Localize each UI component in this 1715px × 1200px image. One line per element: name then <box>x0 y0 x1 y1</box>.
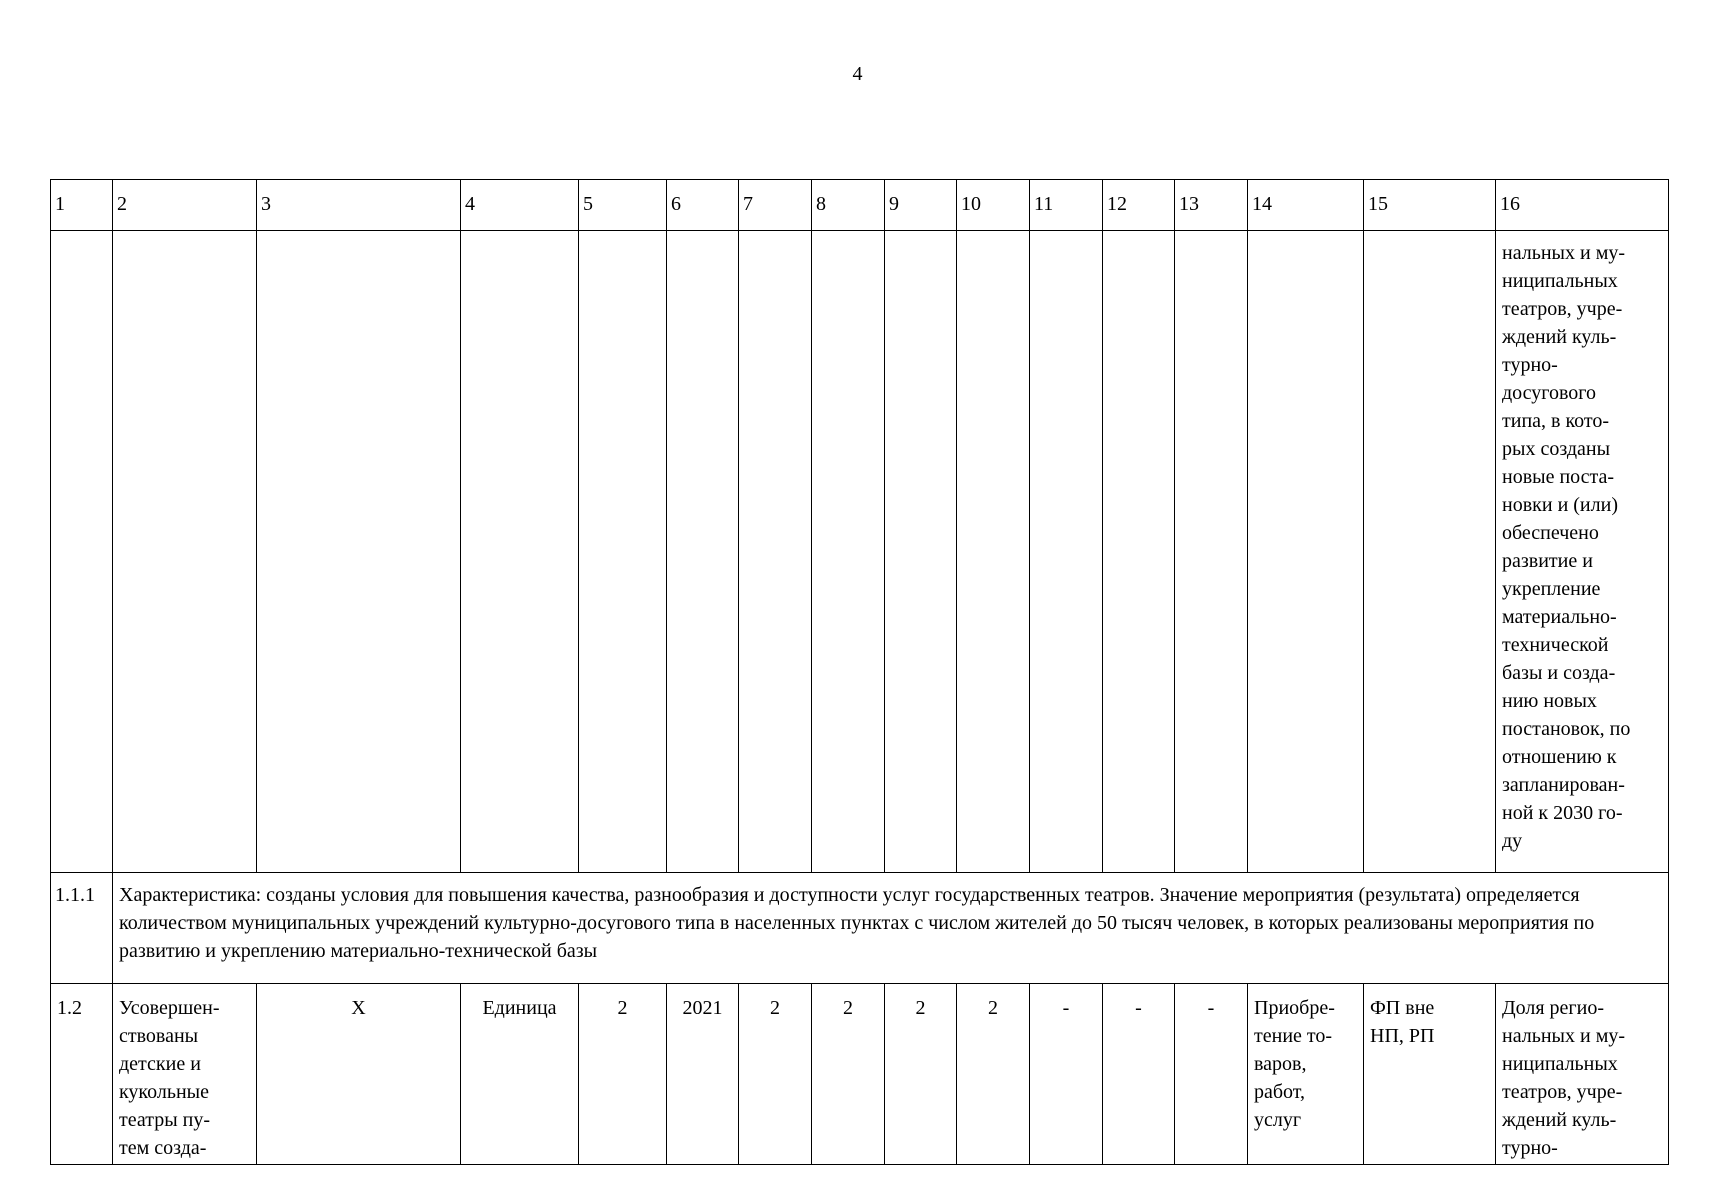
continuation-cell-10 <box>957 231 1030 873</box>
result-col-12: - <box>1103 984 1175 1165</box>
continuation-cell-3 <box>257 231 461 873</box>
result-col-5: 2 <box>579 984 667 1165</box>
continuation-cell-7 <box>739 231 812 873</box>
column-header-2: 2 <box>113 180 257 231</box>
result-col-10: 2 <box>957 984 1030 1165</box>
column-header-13: 13 <box>1175 180 1248 231</box>
result-col-9: 2 <box>885 984 957 1165</box>
continuation-cell-9 <box>885 231 957 873</box>
continuation-cell-8 <box>812 231 885 873</box>
continuation-cell-2 <box>113 231 257 873</box>
result-col-14: Приобре- тение то- варов, работ, услуг <box>1248 984 1364 1165</box>
result-number: 1.2 <box>51 984 113 1165</box>
result-name: Усовершен- ствованы детские и кукольные театры пу- тем созда- <box>113 984 257 1165</box>
column-header-12: 12 <box>1103 180 1175 231</box>
continuation-row <box>51 231 1669 873</box>
column-header-11: 11 <box>1030 180 1103 231</box>
column-header-8: 8 <box>812 180 885 231</box>
column-header-16: 16 <box>1496 180 1669 231</box>
characteristic-number: 1.1.1 <box>51 873 113 984</box>
characteristic-text: Характеристика: созданы условия для повышения качества, разнообразия и доступности услуг государственных театров. Значение мероприятия (результата) определяется количеством муниципальных учреждений культурно-досугового типа в населенных пунктах с числом жителей до 50 тысяч человек, в которых реализованы мероприятия по развитию и укреплению материально-технической базы <box>113 873 1669 984</box>
result-col-16: Доля регио- нальных и му- ниципальных театров, учре- ждений куль- турно- <box>1496 984 1669 1165</box>
result-col-13: - <box>1175 984 1248 1165</box>
result-col-15: ФП вне НП, РП <box>1364 984 1496 1165</box>
result-col-11: - <box>1030 984 1103 1165</box>
page-number: 4 <box>852 63 863 85</box>
result-row <box>51 984 1669 1165</box>
column-header-7: 7 <box>739 180 812 231</box>
continuation-indicator-text: нальных и му- ниципальных театров, учре- ждений куль- турно- досугового типа, в кото- рых созданы новые поста- новки и (или) обеспечено развитие и укрепление материально- технической базы и созда- нию новых постановок, по отношению к запланирован- ной к 2030 го- ду <box>1496 231 1669 873</box>
result-col-8: 2 <box>812 984 885 1165</box>
result-unit: Единица <box>461 984 579 1165</box>
result-year: 2021 <box>667 984 739 1165</box>
indicators-table <box>50 179 1669 1165</box>
continuation-cell-11 <box>1030 231 1103 873</box>
continuation-cell-4 <box>461 231 579 873</box>
column-header-4: 4 <box>461 180 579 231</box>
column-number-row <box>51 180 1669 231</box>
column-header-6: 6 <box>667 180 739 231</box>
characteristic-row <box>51 873 1669 984</box>
result-col-7: 2 <box>739 984 812 1165</box>
continuation-cell-1 <box>51 231 113 873</box>
column-header-15: 15 <box>1364 180 1496 231</box>
continuation-cell-12 <box>1103 231 1175 873</box>
continuation-cell-5 <box>579 231 667 873</box>
continuation-cell-15 <box>1364 231 1496 873</box>
column-header-5: 5 <box>579 180 667 231</box>
continuation-cell-14 <box>1248 231 1364 873</box>
column-header-14: 14 <box>1248 180 1364 231</box>
result-col-3: X <box>257 984 461 1165</box>
continuation-cell-13 <box>1175 231 1248 873</box>
column-header-3: 3 <box>257 180 461 231</box>
continuation-cell-6 <box>667 231 739 873</box>
column-header-1: 1 <box>51 180 113 231</box>
column-header-9: 9 <box>885 180 957 231</box>
column-header-10: 10 <box>957 180 1030 231</box>
